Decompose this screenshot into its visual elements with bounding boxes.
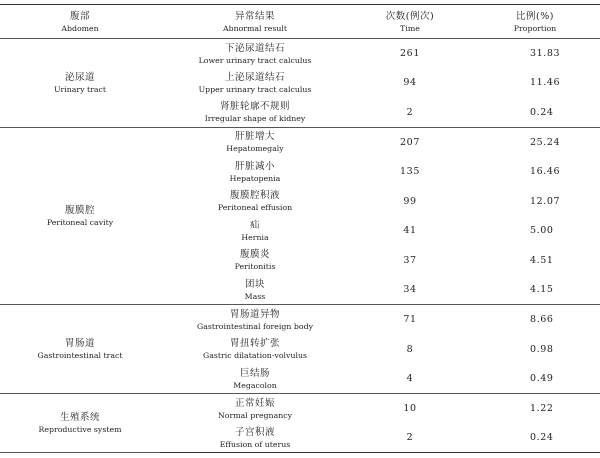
proportion-cell: 0.49 [470,364,600,394]
header-result-cn: 异常结果 [234,10,275,22]
time-cell: 41 [403,225,417,237]
table-header [0,5,600,39]
abnormal-result-cell [160,127,350,157]
proportion-cell: 0.24 [470,98,600,128]
time-cell: 8 [406,343,414,355]
result-en: Peritoneal effusion [217,203,293,213]
proportion-cell: 0.24 [470,423,600,453]
result-en: Upper urinary tract calculus [198,84,312,94]
result-cn: 疝 [249,219,260,231]
category-cn: 泌尿道 [64,71,95,83]
abnormal-result-cell [160,394,350,424]
result-en: Peritonitis [234,262,276,272]
proportion-cell: 16.46 [530,166,561,178]
header-proportion-en: Proportion [513,23,557,33]
table-row [0,394,600,424]
result-cn: 肝脏增大 [234,131,275,143]
header-abnormal-result [160,5,350,39]
result-en: Irregular shape of kidney [204,114,306,124]
table-row [0,39,600,69]
abnormal-result-cell [160,157,350,187]
abdominal-abnormal-results-table [0,4,600,453]
result-en: Megacolon [233,380,277,390]
result-cn: 子宫积液 [234,426,275,438]
proportion-cell: 11.46 [530,77,561,89]
result-cn: 腹膜炎 [239,249,270,261]
proportion-cell: 0.98 [530,343,554,355]
category-en: Peritoneal cavity [46,218,114,228]
abnormal-result-cell [160,423,350,453]
result-cn: 胃肠道异物 [229,308,280,320]
category-en: Gastrointestinal tract [37,351,123,361]
result-en: Lower urinary tract calculus [198,55,312,65]
header-proportion-cn: 比例(%) [516,10,554,22]
result-cn: 巨结肠 [239,367,270,379]
proportion-cell: 8.66 [530,314,554,326]
category-en: Urinary tract [53,84,107,94]
abnormal-result-cell [160,246,350,276]
result-cn: 下泌尿道结石 [224,42,285,54]
result-en: Hernia [241,232,269,242]
result-cn: 肝脏减小 [234,160,275,172]
time-cell: 135 [400,166,420,178]
abnormal-result-cell [160,364,350,394]
category-cell [0,394,160,453]
time-cell: 4 [350,364,470,394]
proportion-cell: 31.83 [530,48,561,60]
result-cn: 正常妊娠 [234,397,275,409]
category-cn: 胃肠道 [64,338,95,350]
category-en: Reproductive system [38,425,122,435]
time-cell: 99 [403,195,417,207]
result-cn: 肾脏轮廓不规则 [219,101,290,113]
result-cn: 团块 [244,278,265,290]
time-cell: 261 [400,48,420,60]
abnormal-result-cell [160,98,350,128]
table-row [0,305,600,335]
time-cell: 94 [403,77,417,89]
abnormal-result-cell [160,334,350,364]
header-abdomen-cn: 腹部 [69,10,90,22]
category-cn: 生殖系统 [59,412,100,424]
proportion-cell: 12.07 [530,195,561,207]
result-en: Hepatomegaly [226,144,284,154]
category-cell [0,127,160,305]
abnormal-result-cell [160,186,350,216]
result-en: Gastrointestinal foreign body [197,321,313,331]
proportion-cell: 4.51 [530,254,554,266]
time-cell: 71 [403,314,417,326]
result-en: Hepatopenia [229,173,281,183]
table-row [0,127,600,157]
proportion-cell: 4.15 [470,275,600,305]
header-abdomen [0,5,160,39]
result-en: Gastric dilatation-volvulus [203,351,307,361]
result-en: Mass [244,291,266,301]
time-cell: 37 [403,254,417,266]
header-result-en: Abnormal result [222,23,288,33]
header-time-cn: 次数(例次) [385,10,435,22]
header-proportion [470,5,600,39]
time-cell: 34 [350,275,470,305]
time-cell: 2 [350,423,470,453]
category-cn: 腹膜腔 [64,205,95,217]
header-abdomen-en: Abdomen [61,23,99,33]
abnormal-result-cell [160,68,350,98]
result-cn: 上泌尿道结石 [224,71,285,83]
proportion-cell: 25.24 [530,136,561,148]
result-cn: 腹膜腔积液 [229,190,280,202]
category-cell [0,305,160,394]
time-cell: 10 [403,403,417,415]
table-body [0,39,600,453]
header-time [350,5,470,39]
abnormal-result-cell [160,275,350,305]
result-en: Effusion of uterus [219,439,291,449]
time-cell: 2 [350,98,470,128]
time-cell: 207 [400,136,420,148]
category-cell [0,39,160,128]
proportion-cell: 1.22 [530,403,554,415]
proportion-cell: 5.00 [530,225,554,237]
result-en: Normal pregnancy [217,410,293,420]
result-cn: 胃扭转扩张 [229,338,280,350]
abnormal-result-cell [160,305,350,335]
abnormal-result-cell [160,216,350,246]
header-time-en: Time [400,23,420,33]
abnormal-result-cell [160,39,350,69]
